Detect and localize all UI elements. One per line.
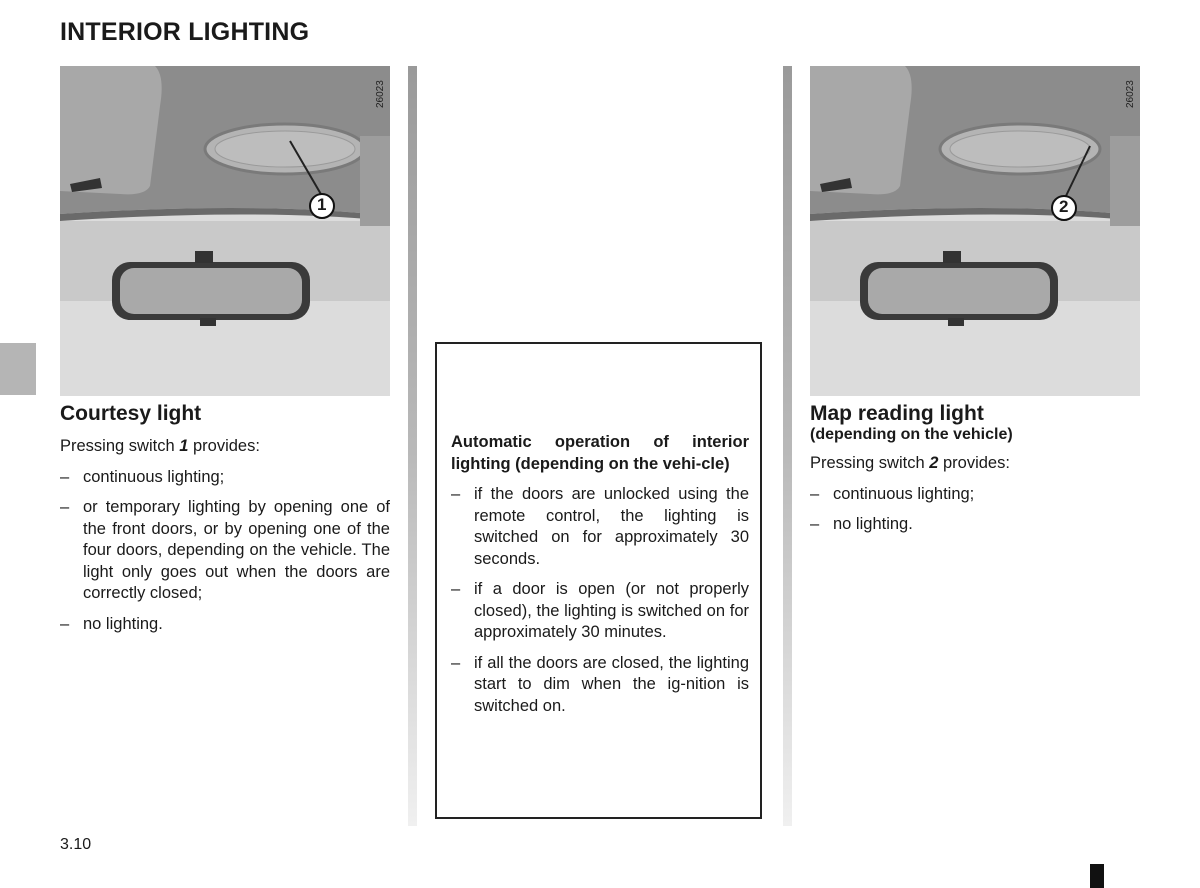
info-box bbox=[435, 342, 762, 819]
section-subheading: (depending on the vehicle) bbox=[810, 426, 1013, 443]
callout-1: 1 bbox=[317, 195, 327, 214]
list-item: – if the doors are unlocked using the remote control, the lighting is switched on for approximately 30 seconds. bbox=[451, 484, 749, 570]
list-item: – or temporary lighting by opening one of the front doors, or by opening one of the four doors, depending on the vehicle. The light only goes out when the doors are correctly closed; bbox=[60, 497, 390, 605]
map-light-section bbox=[810, 402, 1140, 545]
section-heading: Map reading light bbox=[810, 402, 984, 425]
intro-text: Pressing switch 2 provides: bbox=[810, 454, 1010, 472]
column-divider bbox=[783, 66, 792, 826]
list-item: – no lighting. bbox=[810, 514, 1140, 536]
list-item: – if a door is open (or not properly closed), the lighting is switched on for approximately 30 minutes. bbox=[451, 579, 749, 644]
photo-code: 26023 bbox=[375, 80, 386, 108]
box-list bbox=[451, 484, 749, 717]
section-heading: Courtesy light bbox=[60, 402, 202, 425]
photo-code: 26023 bbox=[1125, 80, 1136, 108]
courtesy-light-photo bbox=[60, 66, 390, 396]
page-number: 3.10 bbox=[60, 836, 92, 853]
list-item: – continuous lighting; bbox=[60, 467, 390, 489]
list-item: – if all the doors are closed, the lighting start to dim when the ig-nition is switched on. bbox=[451, 653, 749, 718]
intro-text: Pressing switch 1 provides: bbox=[60, 437, 260, 455]
column-divider bbox=[408, 66, 417, 826]
callout-2: 2 bbox=[1059, 197, 1069, 216]
chapter-tab bbox=[0, 343, 36, 395]
list-item: – continuous lighting; bbox=[810, 484, 1140, 506]
page-corner-mark bbox=[1090, 864, 1104, 888]
option-list bbox=[810, 484, 1140, 536]
map-light-photo bbox=[810, 66, 1140, 396]
page-title: INTERIOR LIGHTING bbox=[60, 18, 310, 46]
courtesy-light-section bbox=[60, 402, 390, 644]
list-item: – no lighting. bbox=[60, 614, 390, 636]
option-list bbox=[60, 467, 390, 636]
box-heading: Automatic operation of interior lighting (depending on the vehi-cle) bbox=[451, 433, 749, 473]
